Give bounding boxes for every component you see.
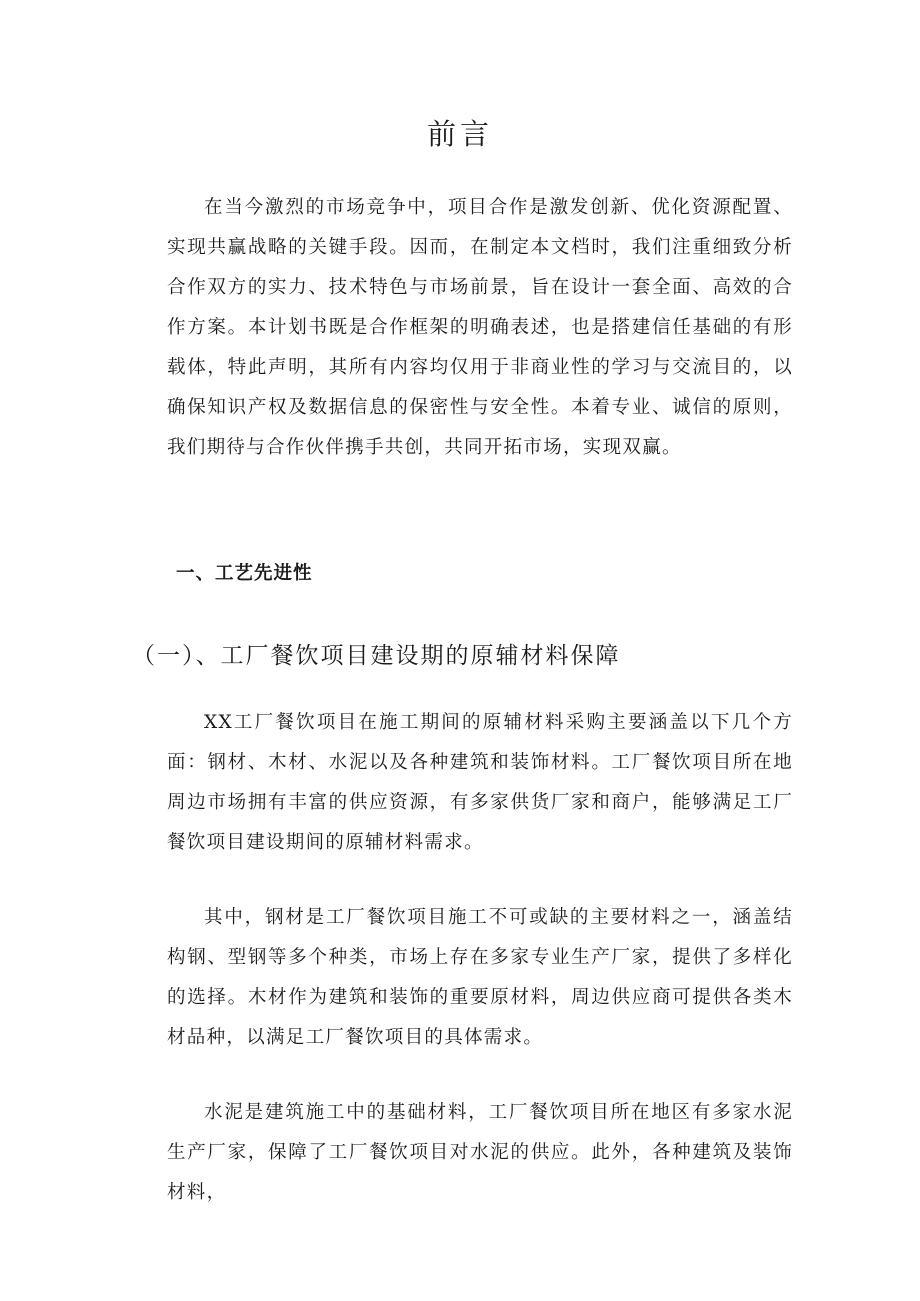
body-paragraph-cement: 水泥是建筑施工中的基础材料，工厂餐饮项目所在地区有多家水泥生产厂家，保障了工厂餐饮项目对水泥的供应。此外，各种建筑及装饰材料，: [167, 1102, 793, 1203]
intro-paragraph: 在当今激烈的市场竞争中，项目合作是激发创新、优化资源配置、实现共赢战略的关键手段。因而，在制定本文档时，我们注重细致分析合作双方的实力、技术特色与市场前景，旨在设计一套全面、高效的合作方案。本计划书既是合作框架的明确表述，也是搭建信任基础的有形载体，特此声明，其所有内容均仅用于非商业性的学习与交流目的，以确保知识产权及数据信息的保密性与安全性。本着专业、诚信的原则，我们期待与合作伙伴携手共创，共同开拓市场，实现双赢。: [167, 197, 793, 458]
section-heading: 一、工艺先进性: [176, 563, 313, 584]
body-paragraph-materials-overview: XX工厂餐饮项目在施工期间的原辅材料采购主要涵盖以下几个方面：钢材、木材、水泥以及各种建筑和装饰材料。工厂餐饮项目所在地周边市场拥有丰富的供应资源，有多家供货厂家和商户，能够满足工厂餐饮项目建设期间的原辅材料需求。: [167, 712, 793, 853]
page-title: 前言: [426, 117, 493, 151]
subsection-heading: （一）、工厂餐饮项目建设期的原辅材料保障: [132, 643, 621, 669]
body-paragraph-steel-wood: 其中，钢材是工厂餐饮项目施工不可或缺的主要材料之一，涵盖结构钢、型钢等多个种类，市场上存在多家专业生产厂家，提供了多样化的选择。木材作为建筑和装饰的重要原材料，周边供应商可提供各类木材品种，以满足工厂餐饮项目的具体需求。: [167, 907, 793, 1048]
